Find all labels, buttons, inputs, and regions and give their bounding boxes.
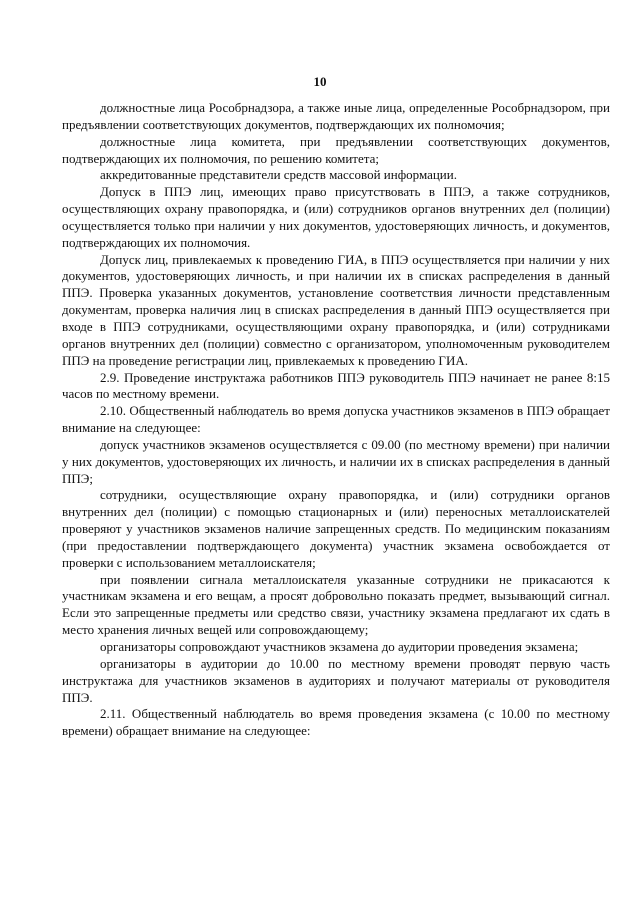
paragraph-section-2-9: 2.9. Проведение инструктажа работников ППЭ руководитель ППЭ начинает не ранее 8:15 часов по местному времени. <box>62 369 610 402</box>
page-number: 10 <box>313 74 327 89</box>
paragraph-organizers-escort: организаторы сопровождают участников экзамена до аудитории проведения экзамена; <box>100 639 579 654</box>
paragraph-section-2-11: 2.11. Общественный наблюдатель во время проведения экзамена (с 10.00 по местному времени) обращает внимание на следующее: <box>62 706 610 739</box>
paragraph-admission-rules: Допуск в ППЭ лиц, имеющих право присутствовать в ППЭ, а также сотрудников, осуществляющих охрану правопорядка, и (или) сотрудников органов внутренних дел (полиции) осуществляется только при наличии у них документов, удостоверяющих личность, и документов, подтверждающих их полномочия. <box>62 184 610 250</box>
document-body <box>62 100 610 740</box>
paragraph-detector-signal: при появлении сигнала металлоискателя указанные сотрудники не прикасаются к участникам экзамена и его вещам, а просят добровольно показать предмет, вызывающий сигнал. Если это запрещенные предметы или средство связи, участнику экзамена предлагают их сдать в место хранения личных вещей или сопровождающему; <box>62 571 610 638</box>
paragraph-admission-gia-staff: Допуск лиц, привлекаемых к проведению ГИА, в ППЭ осуществляется при наличии у них документов, удостоверяющих личность, и при наличии их в списках распределения в данный ППЭ. Проверка указанных документов, установление соответствия личности представленным документам, проверка наличия лиц в списках распределения в данный ППЭ осуществляется при входе в ППЭ сотрудниками, осуществляющими охрану правопорядка, и (или) сотрудниками органов внутренних дел (полиции) совместно с организатором, уполномоченным руководителем ППЭ на проведение регистрации лиц, привлекаемых к проведению ГИА. <box>62 251 610 368</box>
paragraph-committee-officials: должностные лица комитета, при предъявлении соответствующих документов, подтверждающих их полномочия, по решению комитета; <box>62 133 610 166</box>
paragraph-section-2-10: 2.10. Общественный наблюдатель во время допуска участников экзаменов в ППЭ обращает внимание на следующее: <box>62 403 610 436</box>
paragraph-media-representatives: аккредитованные представители средств массовой информации. <box>100 167 457 183</box>
paragraph-metal-detectors: сотрудники, осуществляющие охрану правопорядка, и (или) сотрудники органов внутренних дел (полиции) с помощью стационарных и (или) переносных металлоискателей проверяют у участников экзаменов наличие запрещенных средств. По медицинским показаниям (при предоставлении подтверждающего документа) участник экзамена освобождается от проверки с использованием металлоискателя; <box>62 487 610 570</box>
paragraph-participant-admission: допуск участников экзаменов осуществляется с 09.00 (по местному времени) при наличии у них документов, удостоверяющих их личность, и наличии их в списках распределения в данный ППЭ; <box>62 436 610 486</box>
paragraph-rosobrnadzor-officials: должностные лица Рособрнадзора, а также иные лица, определенные Рособрнадзором, при предъявлении соответствующих документов, подтверждающих их полномочия; <box>62 100 610 132</box>
paragraph-organizers-briefing: организаторы в аудитории до 10.00 по местному времени проводят первую часть инструктажа для участников экзаменов в аудиториях и получают материалы от руководителя ППЭ. <box>62 655 610 705</box>
